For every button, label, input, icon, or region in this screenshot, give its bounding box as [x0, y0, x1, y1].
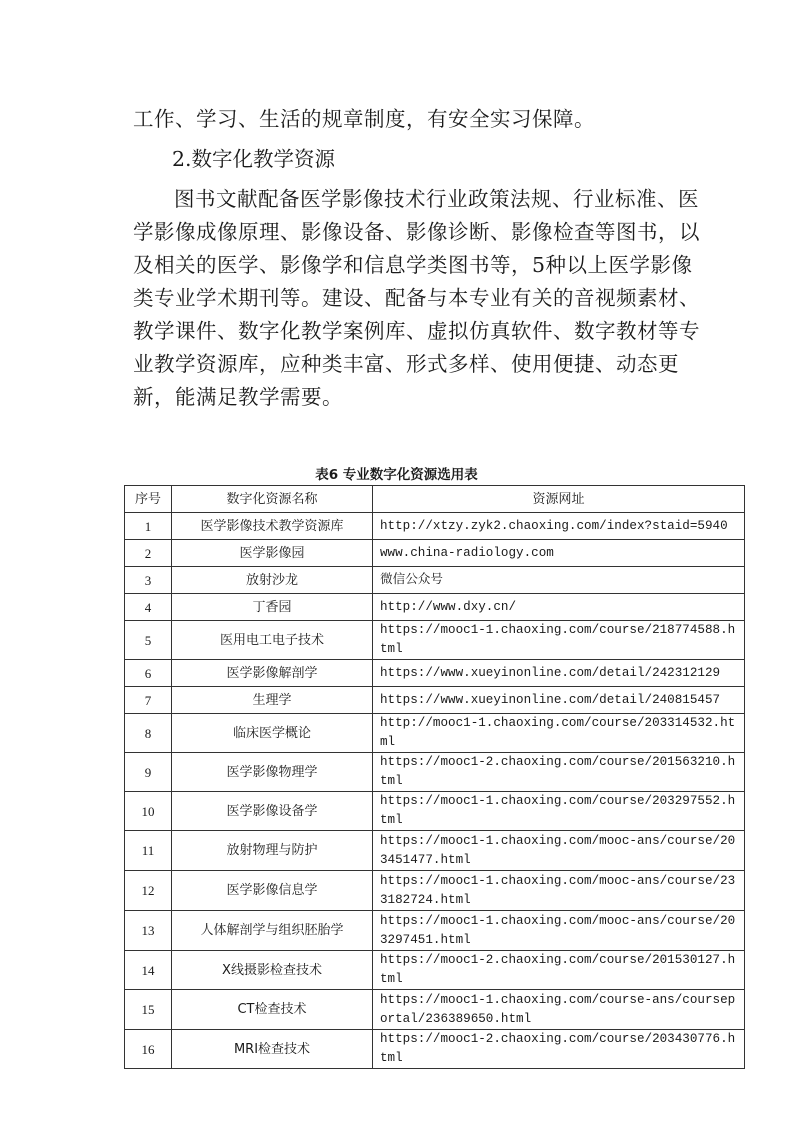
resource-url: https://www.xueyinonline.com/detail/240815457 [373, 687, 745, 714]
table-row [125, 871, 745, 911]
resource-name: X线摄影检查技术 [172, 951, 373, 990]
header-index: 序号 [125, 486, 172, 513]
resource-name: MRI检查技术 [172, 1030, 373, 1069]
table-row [125, 714, 745, 753]
resource-url: https://mooc1-1.chaoxing.com/course/218774588.html [373, 621, 745, 660]
resource-url: http://mooc1-1.chaoxing.com/course/203314532.html [373, 714, 745, 753]
resource-url: www.china-radiology.com [373, 540, 745, 567]
resource-name: 医学影像园 [172, 540, 373, 567]
resource-url: https://mooc1-1.chaoxing.com/mooc-ans/course/203297451.html [373, 911, 745, 951]
digital-resources-table [124, 485, 745, 1069]
resource-url: http://xtzy.zyk2.chaoxing.com/index?staid=5940 [373, 513, 745, 540]
header-resource-url: 资源网址 [373, 486, 745, 513]
resource-url: 微信公众号 [373, 567, 745, 594]
row-index: 15 [125, 990, 172, 1030]
table-row [125, 513, 745, 540]
table-row [125, 1030, 745, 1069]
resource-name: CT检查技术 [172, 990, 373, 1030]
table-row [125, 621, 745, 660]
row-index: 16 [125, 1030, 172, 1069]
resource-url: https://mooc1-1.chaoxing.com/course-ans/courseportal/236389650.html [373, 990, 745, 1030]
table-row [125, 911, 745, 951]
table-row [125, 990, 745, 1030]
row-index: 3 [125, 567, 172, 594]
row-index: 9 [125, 753, 172, 792]
row-index: 5 [125, 621, 172, 660]
resource-name: 医学影像解剖学 [172, 660, 373, 687]
section-heading: 2.数字化教学资源 [172, 147, 336, 171]
row-index: 11 [125, 831, 172, 871]
paragraph-digital-resources: 图书文献配备医学影像技术行业政策法规、行业标准、医学影像成像原理、影像设备、影像诊断、影像检查等图书，以及相关的医学、影像学和信息学类图书等，5种以上医学影像类专业学术期刊等。建设、配备与本专业有关的音视频素材、教学课件、数字化教学案例库、虚拟仿真软件、数字教材等专业教学资源库，应种类丰富、形式多样、使用便捷、动态更新，能满足教学需要。 [133, 187, 700, 409]
resource-name: 丁香园 [172, 594, 373, 621]
table-row [125, 540, 745, 567]
resource-url: https://www.xueyinonline.com/detail/242312129 [373, 660, 745, 687]
table-header-row [125, 486, 745, 513]
paragraph-continuation: 工作、学习、生活的规章制度，有安全实习保障。 [133, 107, 595, 131]
row-index: 14 [125, 951, 172, 990]
resource-url: https://mooc1-1.chaoxing.com/course/203297552.html [373, 792, 745, 831]
resource-name: 放射物理与防护 [172, 831, 373, 871]
table-body [125, 513, 745, 1069]
row-index: 6 [125, 660, 172, 687]
row-index: 2 [125, 540, 172, 567]
resource-url: https://mooc1-2.chaoxing.com/course/201530127.html [373, 951, 745, 990]
resource-name: 放射沙龙 [172, 567, 373, 594]
resource-url: http://www.dxy.cn/ [373, 594, 745, 621]
table-row [125, 792, 745, 831]
table-row [125, 594, 745, 621]
row-index: 8 [125, 714, 172, 753]
resource-name: 医用电工电子技术 [172, 621, 373, 660]
table-row [125, 831, 745, 871]
table-row [125, 660, 745, 687]
row-index: 13 [125, 911, 172, 951]
resource-url: https://mooc1-2.chaoxing.com/course/201563210.html [373, 753, 745, 792]
header-resource-name: 数字化资源名称 [172, 486, 373, 513]
resource-name: 医学影像设备学 [172, 792, 373, 831]
resource-name: 临床医学概论 [172, 714, 373, 753]
table-row [125, 567, 745, 594]
resource-url: https://mooc1-1.chaoxing.com/mooc-ans/course/233182724.html [373, 871, 745, 911]
resource-name: 医学影像物理学 [172, 753, 373, 792]
table-row [125, 951, 745, 990]
table-row [125, 753, 745, 792]
table-row [125, 687, 745, 714]
row-index: 1 [125, 513, 172, 540]
row-index: 10 [125, 792, 172, 831]
resource-name: 生理学 [172, 687, 373, 714]
resource-name: 人体解剖学与组织胚胎学 [172, 911, 373, 951]
resource-name: 医学影像信息学 [172, 871, 373, 911]
row-index: 4 [125, 594, 172, 621]
resource-name: 医学影像技术教学资源库 [172, 513, 373, 540]
table-title: 表6 专业数字化资源选用表 [315, 467, 478, 483]
resource-url: https://mooc1-2.chaoxing.com/course/203430776.html [373, 1030, 745, 1069]
row-index: 7 [125, 687, 172, 714]
resource-url: https://mooc1-1.chaoxing.com/mooc-ans/course/203451477.html [373, 831, 745, 871]
row-index: 12 [125, 871, 172, 911]
